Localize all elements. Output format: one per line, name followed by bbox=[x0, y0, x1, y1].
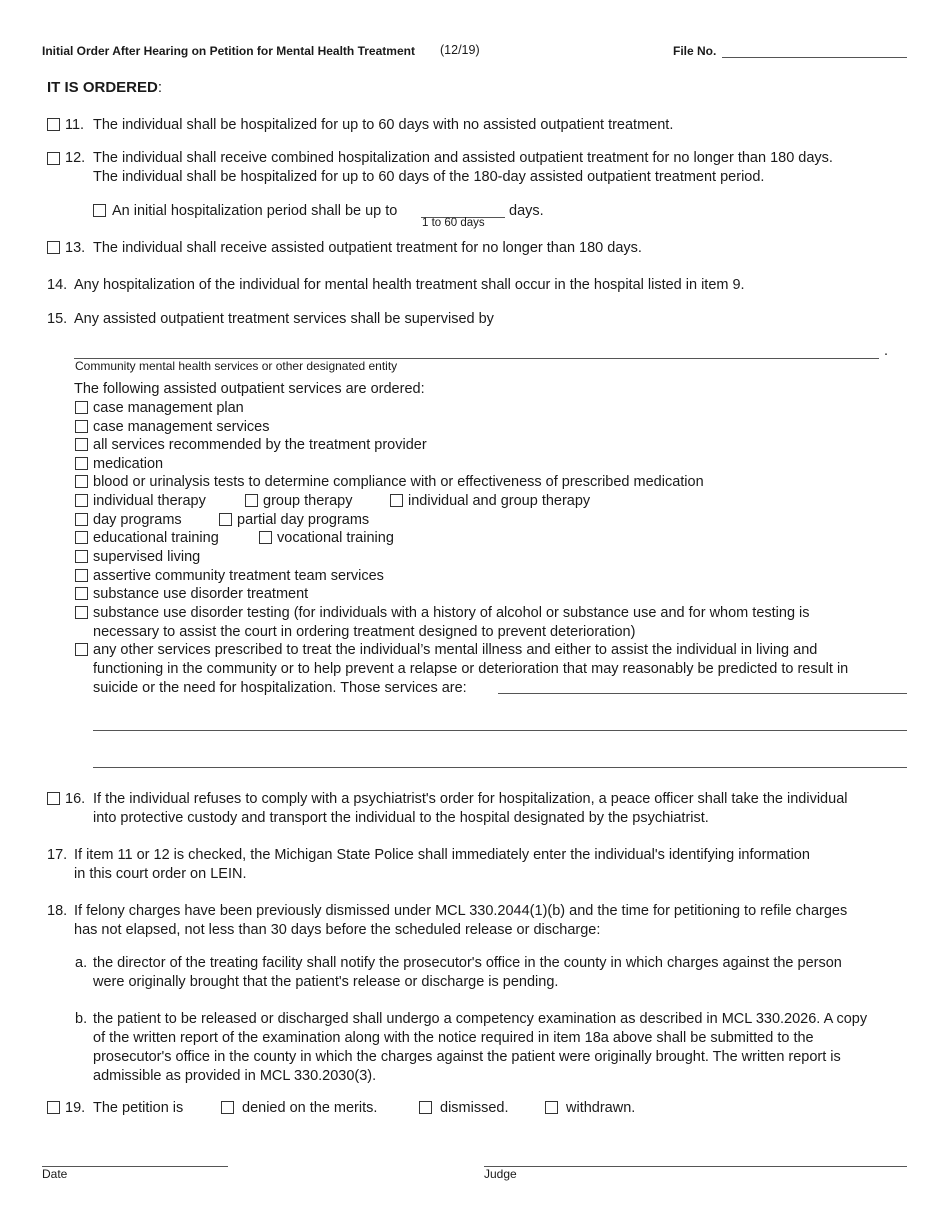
item-16-checkbox[interactable] bbox=[47, 792, 60, 805]
other-services-line-3: suicide or the need for hospitalization. Those services are: bbox=[93, 680, 467, 696]
partial-day-label: partial day programs bbox=[237, 512, 370, 528]
sud-treatment-checkbox[interactable] bbox=[75, 587, 88, 600]
all-services-label: all services recommended by the treatment provider bbox=[93, 437, 427, 453]
individual-therapy-checkbox[interactable] bbox=[75, 494, 88, 507]
item-12-checkbox[interactable] bbox=[47, 152, 60, 165]
ind-group-therapy-checkbox[interactable] bbox=[390, 494, 403, 507]
supervised-living-label: supervised living bbox=[93, 549, 201, 565]
item-12-line-2: The individual shall be hospitalized for up to 60 days of the 180-day assisted outpatient treatment period. bbox=[93, 169, 765, 185]
item-18a-line-2: were originally brought that the patient's release or discharge is pending. bbox=[93, 974, 559, 990]
item-18-line-2: has not elapsed, not less than 30 days before the scheduled release or discharge: bbox=[74, 922, 601, 938]
order-heading: IT IS ORDERED: bbox=[47, 79, 163, 96]
file-no-label: File No. bbox=[673, 44, 717, 58]
item-19-text: The petition is bbox=[93, 1100, 184, 1116]
denied-label: denied on the merits. bbox=[242, 1100, 378, 1116]
item-18b-line-3: prosecutor's office in the county in which the charges against the patient were originally brought. The written report is bbox=[93, 1049, 841, 1065]
other-services-line-1: any other services prescribed to treat the individual’s mental illness and either to assist the individual in living and bbox=[93, 642, 818, 658]
initial-period-days-field[interactable] bbox=[421, 199, 505, 218]
item-11-checkbox[interactable] bbox=[47, 118, 60, 131]
item-14-number: 14. bbox=[47, 277, 68, 293]
item-18-line-1: If felony charges have been previously dismissed under MCL 330.2044(1)(b) and the time for petitioning to refile charges bbox=[74, 903, 848, 919]
case-mgmt-plan-checkbox[interactable] bbox=[75, 401, 88, 414]
sud-testing-line-1: substance use disorder testing (for individuals with a history of alcohol or substance use and for whom testing is bbox=[93, 605, 810, 621]
file-no-field[interactable] bbox=[722, 39, 907, 58]
item-18-number: 18. bbox=[47, 903, 68, 919]
item-18b-line-4: admissible as provided in MCL 330.2030(3). bbox=[93, 1068, 377, 1084]
other-services-field-1[interactable] bbox=[498, 675, 907, 694]
item-13-checkbox[interactable] bbox=[47, 241, 60, 254]
initial-period-text: An initial hospitalization period shall be up to bbox=[112, 203, 398, 219]
dismissed-checkbox[interactable] bbox=[419, 1101, 432, 1114]
other-services-checkbox[interactable] bbox=[75, 643, 88, 656]
date-label: Date bbox=[42, 1167, 68, 1181]
item-18a-line-1: the director of the treating facility shall notify the prosecutor's office in the county in which charges against the person bbox=[93, 955, 842, 971]
judge-signature-field[interactable] bbox=[484, 1148, 907, 1167]
withdrawn-label: withdrawn. bbox=[566, 1100, 636, 1116]
item-17-line-1: If item 11 or 12 is checked, the Michigan State Police shall immediately enter the individual's identifying information bbox=[74, 847, 810, 863]
case-mgmt-services-checkbox[interactable] bbox=[75, 420, 88, 433]
item-18b-line-2: of the written report of the examination along with the notice required in item 18a above shall be submitted to the bbox=[93, 1030, 814, 1046]
item-17-number: 17. bbox=[47, 847, 68, 863]
item-12-number: 12. bbox=[65, 150, 86, 166]
individual-therapy-label: individual therapy bbox=[93, 493, 206, 509]
item-16-number: 16. bbox=[65, 791, 86, 807]
initial-period-caption: 1 to 60 days bbox=[422, 217, 485, 229]
supervising-entity-period: . bbox=[884, 343, 889, 359]
act-team-label: assertive community treatment team services bbox=[93, 568, 384, 584]
case-mgmt-services-label: case management services bbox=[93, 419, 270, 435]
form-version: (12/19) bbox=[440, 43, 480, 57]
other-services-field-3[interactable] bbox=[93, 749, 907, 768]
item-19-checkbox[interactable] bbox=[47, 1101, 60, 1114]
all-services-checkbox[interactable] bbox=[75, 438, 88, 451]
item-11-text: The individual shall be hospitalized for up to 60 days with no assisted outpatient treatment. bbox=[93, 117, 674, 133]
initial-period-days-label: days. bbox=[509, 203, 544, 219]
ind-group-therapy-label: individual and group therapy bbox=[408, 493, 591, 509]
supervised-living-checkbox[interactable] bbox=[75, 550, 88, 563]
act-team-checkbox[interactable] bbox=[75, 569, 88, 582]
vocational-training-label: vocational training bbox=[277, 530, 394, 546]
item-13-number: 13. bbox=[65, 240, 86, 256]
item-15-number: 15. bbox=[47, 311, 68, 327]
dismissed-label: dismissed. bbox=[440, 1100, 509, 1116]
educational-training-label: educational training bbox=[93, 530, 219, 546]
other-services-field-2[interactable] bbox=[93, 712, 907, 731]
item-14-text: Any hospitalization of the individual for mental health treatment shall occur in the hospital listed in item 9. bbox=[74, 277, 745, 293]
item-12-line-1: The individual shall receive combined hospitalization and assisted outpatient treatment for no longer than 180 days. bbox=[93, 150, 833, 166]
item-15-text: Any assisted outpatient treatment services shall be supervised by bbox=[74, 311, 494, 327]
date-field[interactable] bbox=[42, 1148, 228, 1167]
other-services-line-2: functioning in the community or to help prevent a relapse or deterioration that may reasonably be predicted to result in bbox=[93, 661, 849, 677]
vocational-training-checkbox[interactable] bbox=[259, 531, 272, 544]
services-intro: The following assisted outpatient services are ordered: bbox=[74, 381, 425, 397]
blood-tests-checkbox[interactable] bbox=[75, 475, 88, 488]
group-therapy-checkbox[interactable] bbox=[245, 494, 258, 507]
denied-checkbox[interactable] bbox=[221, 1101, 234, 1114]
item-11-number: 11. bbox=[65, 117, 85, 133]
supervising-entity-field[interactable] bbox=[74, 340, 879, 359]
sud-treatment-label: substance use disorder treatment bbox=[93, 586, 309, 602]
judge-label: Judge bbox=[484, 1167, 517, 1181]
item-16-line-1: If the individual refuses to comply with a psychiatrist's order for hospitalization, a peace officer shall take the individual bbox=[93, 791, 848, 807]
medication-checkbox[interactable] bbox=[75, 457, 88, 470]
sud-testing-line-2: necessary to assist the court in ordering treatment designed to prevent deterioration) bbox=[93, 624, 636, 640]
form-title: Initial Order After Hearing on Petition for Mental Health Treatment bbox=[42, 44, 415, 58]
item-18b-line-1: the patient to be released or discharged shall undergo a competency examination as described in MCL 330.2026. A copy bbox=[93, 1011, 868, 1027]
item-16-line-2: into protective custody and transport the individual to the hospital designated by the psychiatrist. bbox=[93, 810, 709, 826]
group-therapy-label: group therapy bbox=[263, 493, 353, 509]
item-17-line-2: in this court order on LEIN. bbox=[74, 866, 247, 882]
supervising-entity-caption: Community mental health services or other designated entity bbox=[75, 359, 398, 373]
item-13-text: The individual shall receive assisted outpatient treatment for no longer than 180 days. bbox=[93, 240, 642, 256]
item-18a-label: a. bbox=[75, 955, 88, 971]
day-programs-checkbox[interactable] bbox=[75, 513, 88, 526]
blood-tests-label: blood or urinalysis tests to determine compliance with or effectiveness of prescribed medication bbox=[93, 474, 704, 490]
item-18b-label: b. bbox=[75, 1011, 88, 1027]
partial-day-checkbox[interactable] bbox=[219, 513, 232, 526]
item-19-number: 19. bbox=[65, 1100, 86, 1116]
day-programs-label: day programs bbox=[93, 512, 182, 528]
sud-testing-checkbox[interactable] bbox=[75, 606, 88, 619]
case-mgmt-plan-label: case management plan bbox=[93, 400, 244, 416]
medication-label: medication bbox=[93, 456, 164, 472]
educational-training-checkbox[interactable] bbox=[75, 531, 88, 544]
initial-period-checkbox[interactable] bbox=[93, 204, 106, 217]
withdrawn-checkbox[interactable] bbox=[545, 1101, 558, 1114]
